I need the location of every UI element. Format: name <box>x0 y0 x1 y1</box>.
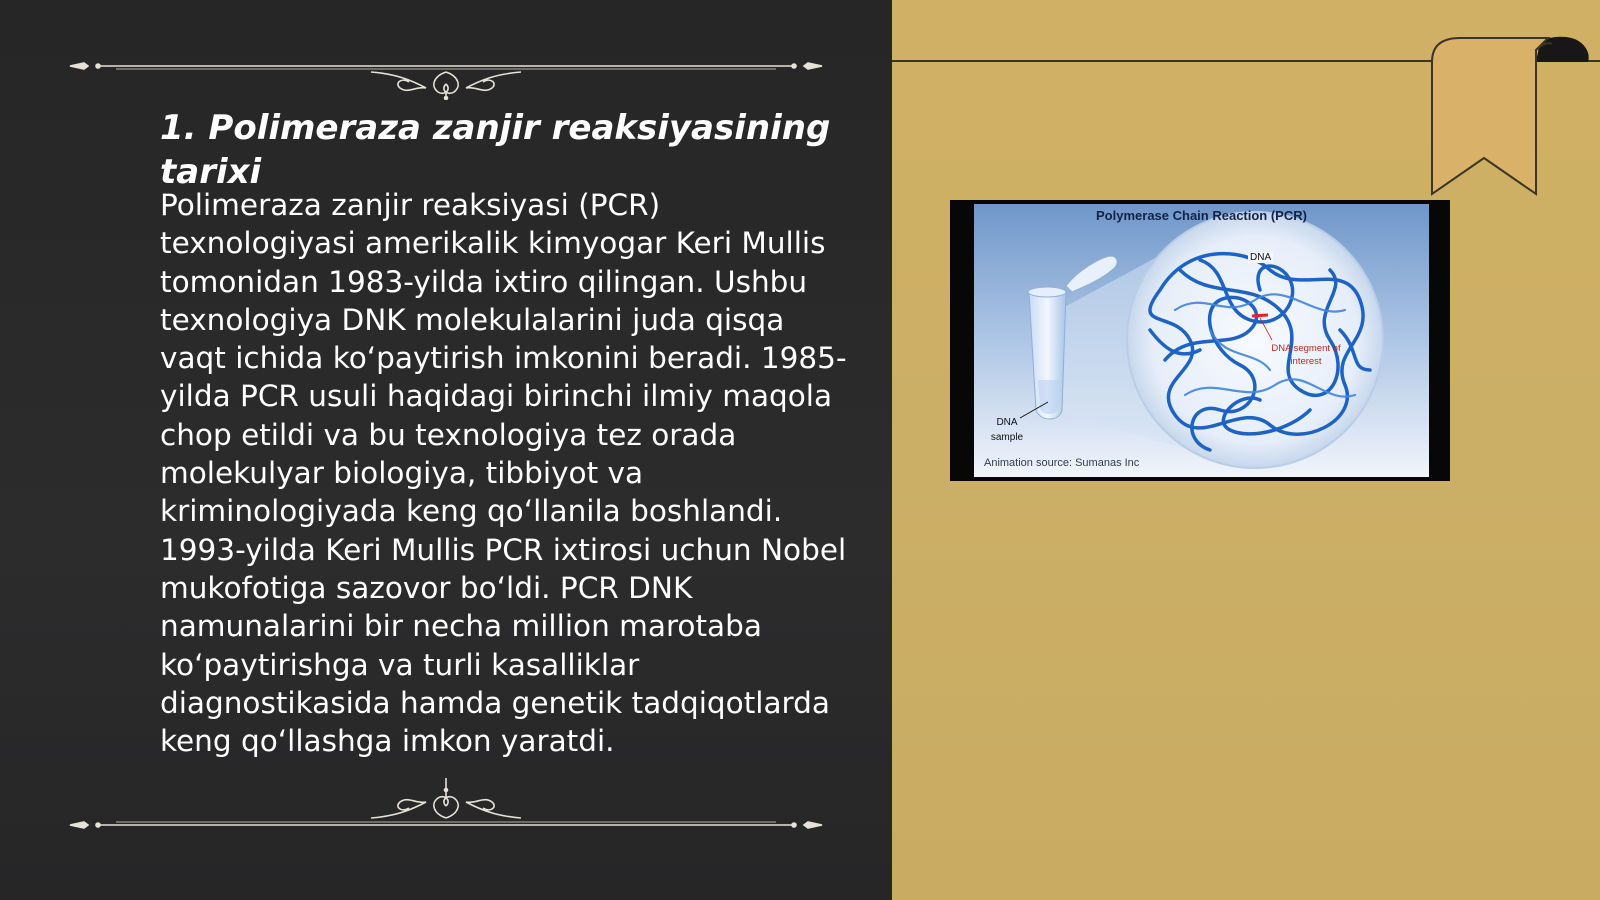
figure-dna-label: DNA <box>1250 252 1272 263</box>
slide-body: Polimeraza zanjir reaksiyasi (PCR) texnologiyasi amerikalik kimyogar Keri Mullis tomonidan 1983-yilda ixtiro qilingan. Ushbu texnologiya DNK molekulalarini juda qisqa vaqt ichida koʻpaytirish imkonini beradi. 1985-yilda PCR usuli haqidagi birinchi ilmiy maqola chop etildi va bu texnologiya tez orada molekulyar biologiya, tibbiyot va kriminologiyada keng qoʻllanila boshlandi. 1993-yilda Keri Mullis PCR ixtirosi uchun Nobel mukofotiga sazovor boʻldi. PCR DNK namunalarini bir necha million marotaba koʻpaytirishga va turli kasalliklar diagnostikasida hamda genetik tadqiqotlarda keng qoʻllashga imkon yaratdi. <box>160 188 847 759</box>
top-ornament-divider <box>66 40 826 100</box>
bookmark-ribbon-icon <box>1430 34 1590 200</box>
figure-segment-label: DNA segment of interest <box>1271 343 1341 367</box>
pcr-illustration <box>950 200 1450 481</box>
slide-title: 1. Polimeraza zanjir reaksiyasining tarixi <box>160 108 831 192</box>
bottom-ornament-divider <box>66 770 826 830</box>
figure-source: Animation source: Sumanas Inc <box>984 457 1140 469</box>
figure-sample-label: DNA sample <box>990 417 1024 443</box>
figure-title: Polymerase Chain Reaction (PCR) <box>1096 208 1307 223</box>
